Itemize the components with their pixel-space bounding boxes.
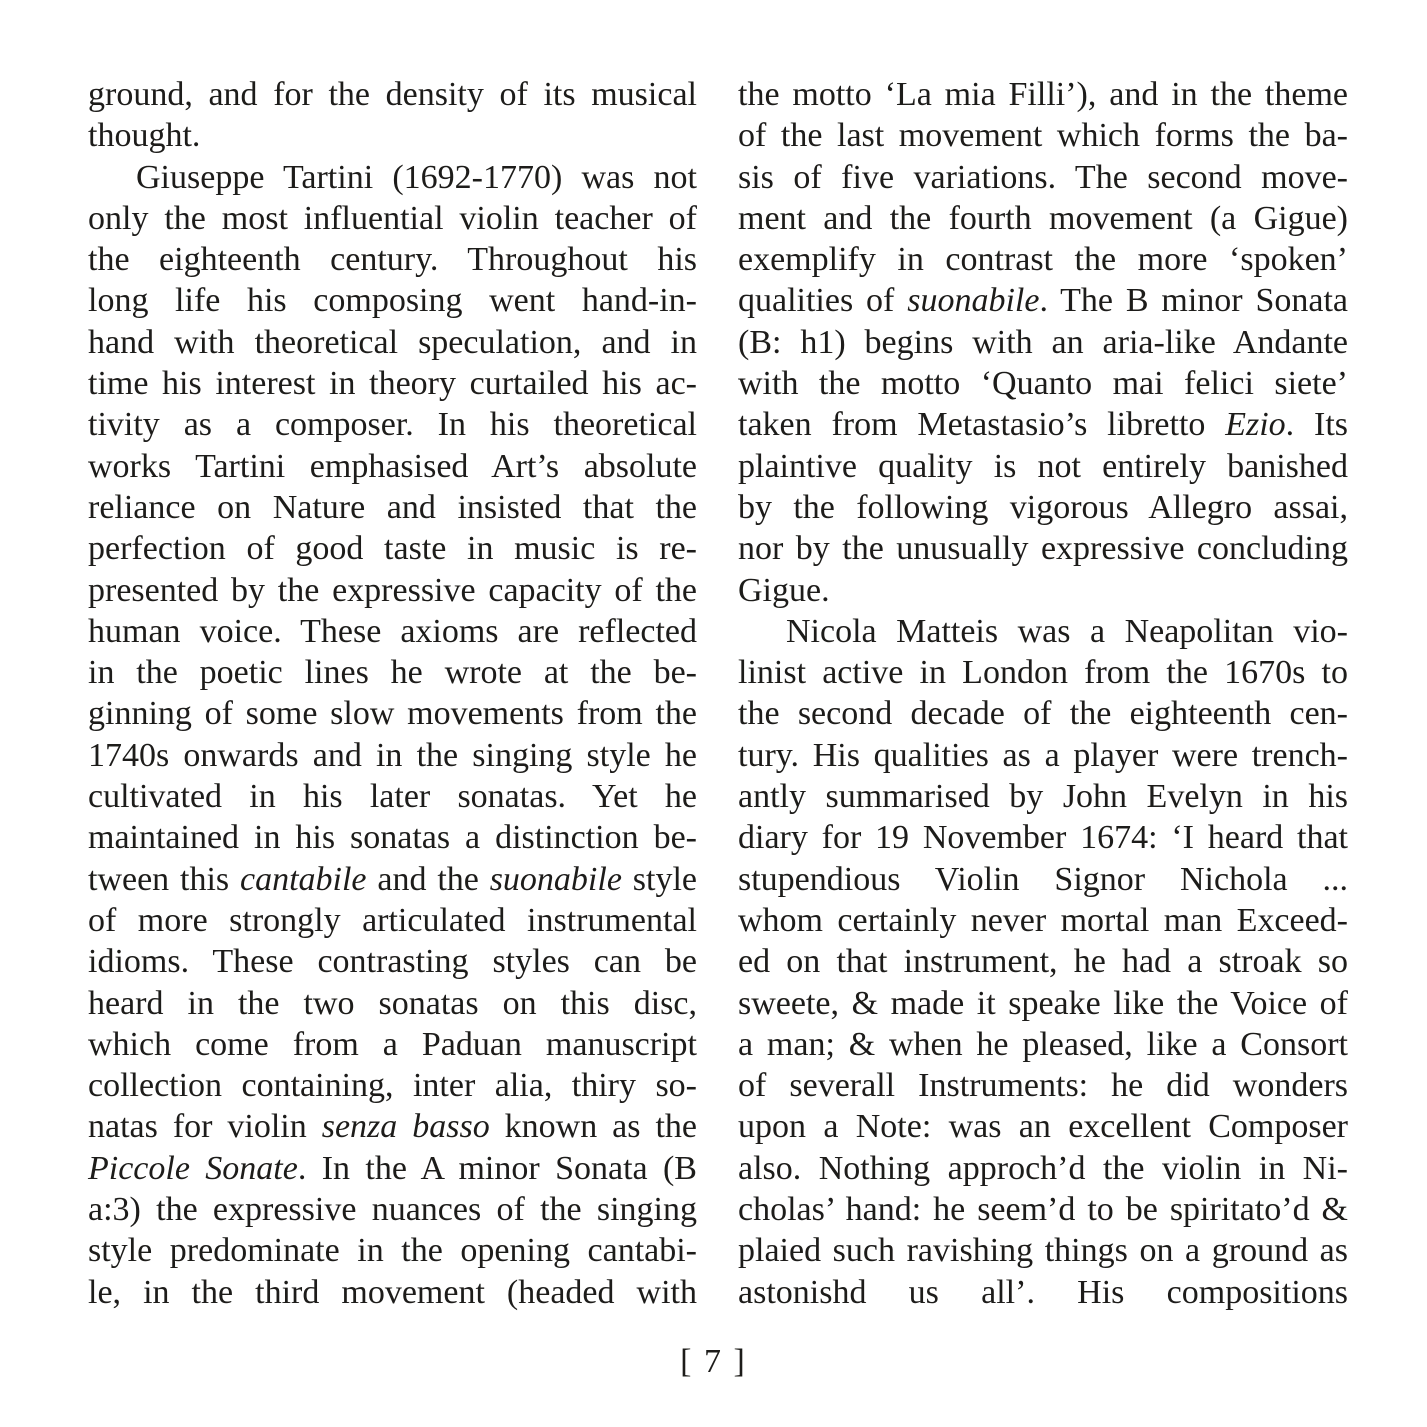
body-text: heard in the two sonatas on this disc, bbox=[88, 984, 697, 1022]
text-line bbox=[738, 1148, 1348, 1189]
body-text: plaintive quality is not entirely banished bbox=[738, 447, 1348, 485]
body-text: le, in the third movement (headed with bbox=[88, 1273, 697, 1311]
body-text: presented by the expressive capacity of the bbox=[88, 571, 697, 609]
body-text: the eighteenth century. Throughout his bbox=[88, 241, 697, 279]
body-text: ed on that instrument, he had a stroak so bbox=[738, 943, 1348, 981]
text-line bbox=[88, 693, 697, 734]
text-line bbox=[738, 570, 1348, 611]
text-line bbox=[88, 363, 697, 404]
text-line bbox=[88, 735, 697, 776]
body-text: tivity as a composer. In his theoretical bbox=[88, 406, 697, 444]
text-line bbox=[88, 157, 697, 198]
body-text: ground, and for the density of its musical bbox=[88, 76, 697, 113]
body-text: Giuseppe Tartini (1692-1770) was not bbox=[136, 158, 697, 196]
text-line bbox=[88, 404, 697, 445]
text-line bbox=[88, 1106, 697, 1147]
body-text: natas for violin bbox=[88, 1108, 322, 1146]
italic-text: suonabile bbox=[907, 282, 1040, 320]
text-line bbox=[88, 198, 697, 239]
text-line bbox=[738, 1065, 1348, 1106]
text-line bbox=[738, 1189, 1348, 1230]
text-line bbox=[88, 1024, 697, 1065]
body-text: plaied such ravishing things on a ground as bbox=[738, 1232, 1348, 1270]
body-text: of severall Instruments: he did wonders bbox=[738, 1067, 1348, 1105]
body-text: and the bbox=[366, 860, 490, 898]
text-line bbox=[738, 280, 1348, 321]
body-text: a man; & when he pleased, like a Consort bbox=[738, 1025, 1348, 1063]
text-line bbox=[738, 859, 1348, 900]
text-line bbox=[88, 1148, 697, 1189]
body-text: ginning of some slow movements from the bbox=[88, 695, 697, 733]
body-text: qualities of bbox=[738, 282, 908, 320]
text-line bbox=[88, 280, 697, 321]
italic-text: cantabile bbox=[240, 860, 367, 898]
body-text: . Its bbox=[1285, 406, 1348, 444]
body-text: sweete, & made it speake like the Voice of bbox=[738, 984, 1348, 1022]
text-line bbox=[738, 817, 1348, 858]
text-line bbox=[88, 983, 697, 1024]
body-text: reliance on Nature and insisted that the bbox=[88, 488, 697, 526]
body-text: exemplify in contrast the more ‘spoken’ bbox=[738, 241, 1348, 279]
body-text: linist active in London from the 1670s to bbox=[738, 654, 1348, 692]
body-text: also. Nothing approch’d the violin in Ni- bbox=[738, 1149, 1348, 1187]
body-text: works Tartini emphasised Art’s absolute bbox=[88, 447, 697, 485]
text-line bbox=[738, 157, 1348, 198]
text-line bbox=[738, 693, 1348, 734]
body-text: ment and the fourth movement (a Gigue) bbox=[738, 199, 1348, 237]
body-text: nor by the unusually expressive concluding bbox=[738, 530, 1348, 568]
text-line bbox=[738, 735, 1348, 776]
text-line bbox=[738, 404, 1348, 445]
body-text: taken from Metastasio’s libretto bbox=[738, 406, 1226, 444]
italic-text: Ezio bbox=[1225, 406, 1286, 444]
text-line bbox=[738, 776, 1348, 817]
body-text: only the most influential violin teacher of bbox=[88, 199, 697, 237]
text-column-right bbox=[738, 74, 1348, 1313]
body-text: 1740s onwards and in the singing style he bbox=[88, 736, 697, 774]
body-text: thought. bbox=[88, 117, 201, 155]
body-text: long life his composing went hand-in- bbox=[88, 282, 697, 320]
page-number: [ 7 ] bbox=[680, 1343, 747, 1380]
body-text: the second decade of the eighteenth cen- bbox=[738, 695, 1348, 733]
text-line bbox=[88, 487, 697, 528]
text-line bbox=[88, 446, 697, 487]
text-line bbox=[738, 239, 1348, 280]
text-line bbox=[738, 74, 1348, 115]
body-text: known as the bbox=[489, 1108, 697, 1146]
body-text: time his interest in theory curtailed his ac- bbox=[88, 365, 697, 403]
body-text: astonishd us all’. His compositions bbox=[738, 1273, 1348, 1311]
text-line bbox=[88, 1189, 697, 1230]
body-text: perfection of good taste in music is re- bbox=[88, 530, 697, 568]
text-line bbox=[88, 1230, 697, 1271]
text-line bbox=[738, 611, 1348, 652]
body-text: collection containing, inter alia, thiry so- bbox=[88, 1067, 697, 1105]
body-text: stupendious Violin Signor Nichola ... bbox=[738, 860, 1348, 898]
body-text: hand with theoretical speculation, and in bbox=[88, 323, 697, 361]
body-text: Gigue. bbox=[738, 571, 830, 609]
text-line bbox=[738, 983, 1348, 1024]
text-line bbox=[738, 652, 1348, 693]
text-line bbox=[88, 817, 697, 858]
text-line bbox=[88, 115, 697, 156]
body-text: . In the A minor Sonata (B bbox=[297, 1149, 697, 1187]
text-line bbox=[738, 528, 1348, 569]
text-line bbox=[88, 941, 697, 982]
body-text: a:3) the expressive nuances of the singing bbox=[88, 1191, 697, 1229]
body-text: (B: h1) begins with an aria-like Andante bbox=[738, 323, 1348, 361]
text-line bbox=[738, 1106, 1348, 1147]
text-line bbox=[738, 115, 1348, 156]
body-text: diary for 19 November 1674: ‘I heard that bbox=[738, 819, 1348, 857]
body-text: human voice. These axioms are reflected bbox=[88, 612, 697, 650]
body-text: cholas’ hand: he seem’d to be spiritato’d & bbox=[738, 1191, 1348, 1229]
text-line bbox=[88, 322, 697, 363]
body-text: tury. His qualities as a player were trench- bbox=[738, 736, 1348, 774]
body-text: maintained in his sonatas a distinction be- bbox=[88, 819, 697, 857]
body-text: the motto ‘La mia Filli’), and in the theme bbox=[738, 76, 1348, 113]
body-text: style bbox=[621, 860, 697, 898]
body-text: in the poetic lines he wrote at the be- bbox=[88, 654, 697, 692]
body-text: whom certainly never mortal man Exceed- bbox=[738, 901, 1348, 939]
text-line bbox=[738, 322, 1348, 363]
body-text: tween this bbox=[88, 860, 240, 898]
text-line bbox=[88, 900, 697, 941]
body-text: by the following vigorous Allegro assai, bbox=[738, 488, 1348, 526]
body-text: style predominate in the opening cantabi- bbox=[88, 1232, 697, 1270]
text-line bbox=[88, 776, 697, 817]
text-line bbox=[738, 487, 1348, 528]
text-block bbox=[88, 74, 1348, 1313]
text-line bbox=[738, 941, 1348, 982]
italic-text: suonabile bbox=[489, 860, 622, 898]
body-text: upon a Note: was an excellent Composer bbox=[738, 1108, 1348, 1146]
text-line bbox=[88, 1272, 697, 1313]
body-text: idioms. These contrasting styles can be bbox=[88, 943, 697, 981]
text-line bbox=[88, 74, 697, 115]
body-text: cultivated in his later sonatas. Yet he bbox=[88, 778, 697, 816]
text-line bbox=[88, 859, 697, 900]
text-column-left bbox=[88, 74, 697, 1313]
text-line bbox=[738, 1230, 1348, 1271]
body-text: antly summarised by John Evelyn in his bbox=[738, 778, 1348, 816]
body-text: . The B minor Sonata bbox=[1039, 282, 1348, 320]
body-text: sis of five variations. The second move- bbox=[738, 158, 1348, 196]
body-text: Nicola Matteis was a Neapolitan vio- bbox=[786, 612, 1348, 650]
text-line bbox=[738, 363, 1348, 404]
body-text: of the last movement which forms the ba- bbox=[738, 117, 1348, 155]
body-text: which come from a Paduan manuscript bbox=[88, 1025, 697, 1063]
text-line bbox=[738, 900, 1348, 941]
italic-text: senza basso bbox=[321, 1108, 490, 1146]
text-line bbox=[88, 611, 697, 652]
body-text: of more strongly articulated instrumental bbox=[88, 901, 697, 939]
text-line bbox=[88, 239, 697, 280]
text-line bbox=[88, 1065, 697, 1106]
italic-text: Piccole Sonate bbox=[88, 1149, 298, 1187]
text-line bbox=[88, 570, 697, 611]
text-line bbox=[88, 528, 697, 569]
text-line bbox=[88, 652, 697, 693]
text-line bbox=[738, 446, 1348, 487]
text-line bbox=[738, 198, 1348, 239]
text-line bbox=[738, 1024, 1348, 1065]
body-text: with the motto ‘Quanto mai felici siete’ bbox=[738, 365, 1348, 403]
text-line bbox=[738, 1272, 1348, 1313]
